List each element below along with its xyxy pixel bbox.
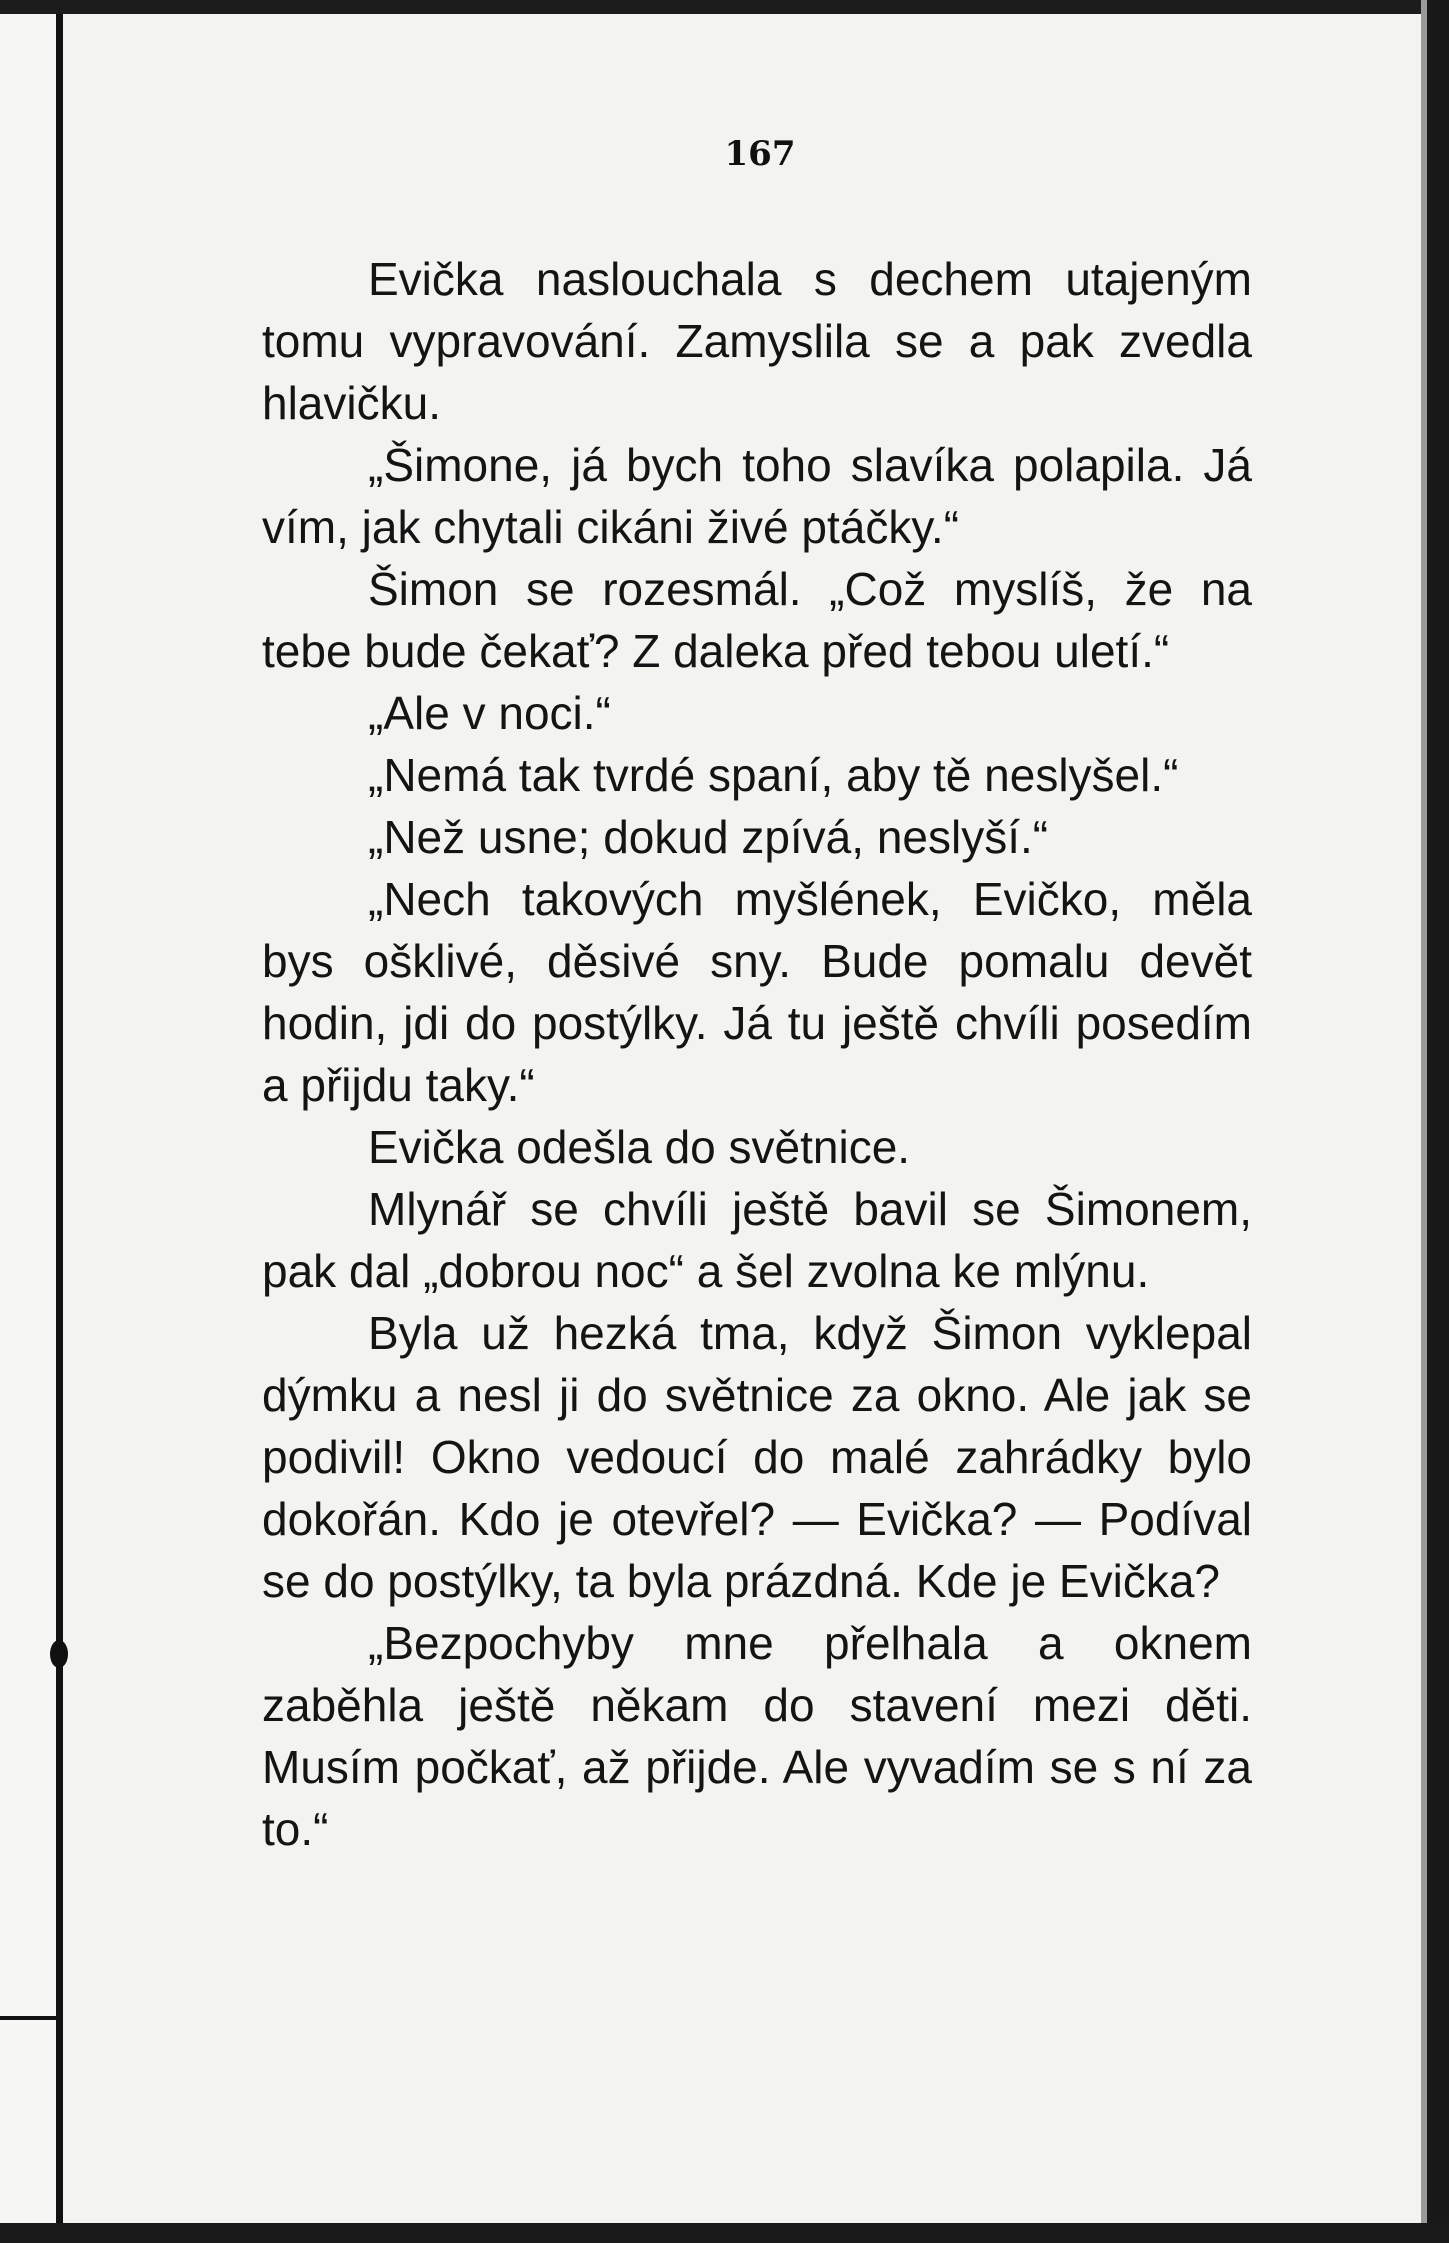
paragraph: „Šimone, já bych toho slavíka polapila. Já vím, jak chytali cikáni živé ptáčky.“ [262,439,1252,553]
paragraph: „Než usne; dokud zpívá, neslyší.“ [368,811,1049,863]
paragraph: „Bezpochyby mne přelhala a oknem zaběhla ještě někam do stavení mezi děti. Musím počkať, až přijde. Ale vyvadím se s ní za to.“ [262,1617,1252,1855]
body-text [262,248,1252,1860]
paragraph: „Nemá tak tvrdé spaní, aby tě neslyšel.“ [368,749,1179,801]
paragraph: Šimon se rozesmál. „Což myslíš, že na tebe bude čekať? Z daleka před tebou uletí.“ [262,563,1252,677]
paragraph: „Ale v noci.“ [368,687,611,739]
scan-border-bottom [0,2223,1449,2243]
paragraph: Evička odešla do světnice. [368,1121,911,1173]
paragraph: Mlynář se chvíli ještě bavil se Šimonem, pak dal „dobrou noc“ a šel zvolna ke mlýnu. [262,1183,1252,1297]
binding-blot-mark [50,1640,68,1668]
binding-margin [0,0,56,2243]
binding-edge-line [56,0,63,2243]
paragraph: Byla už hezká tma, když Šimon vyklepal dýmku a nesl ji do světnice za okno. Ale jak se podivil! Okno vedoucí do malé zahrádky bylo dokořán. Kdo je otevřel? — Evička? — Podíval se do postýlky, ta byla prázdná. Kde je Evička? [262,1307,1252,1607]
paragraph: „Nech takových myšlének, Evičko, měla bys ošklivé, děsivé sny. Bude pomalu devět hodin, jdi do postýlky. Já tu ještě chvíli posedím a přijdu taky.“ [262,873,1252,1111]
page-number: 167 [724,134,796,174]
binding-tick-mark [0,2016,60,2020]
paragraph: Evička naslouchala s dechem utajeným tomu vypravování. Zamyslila se a pak zvedla hlavičku. [262,253,1252,429]
scan-border-top [0,0,1449,14]
scan-border-right [1427,0,1449,2243]
